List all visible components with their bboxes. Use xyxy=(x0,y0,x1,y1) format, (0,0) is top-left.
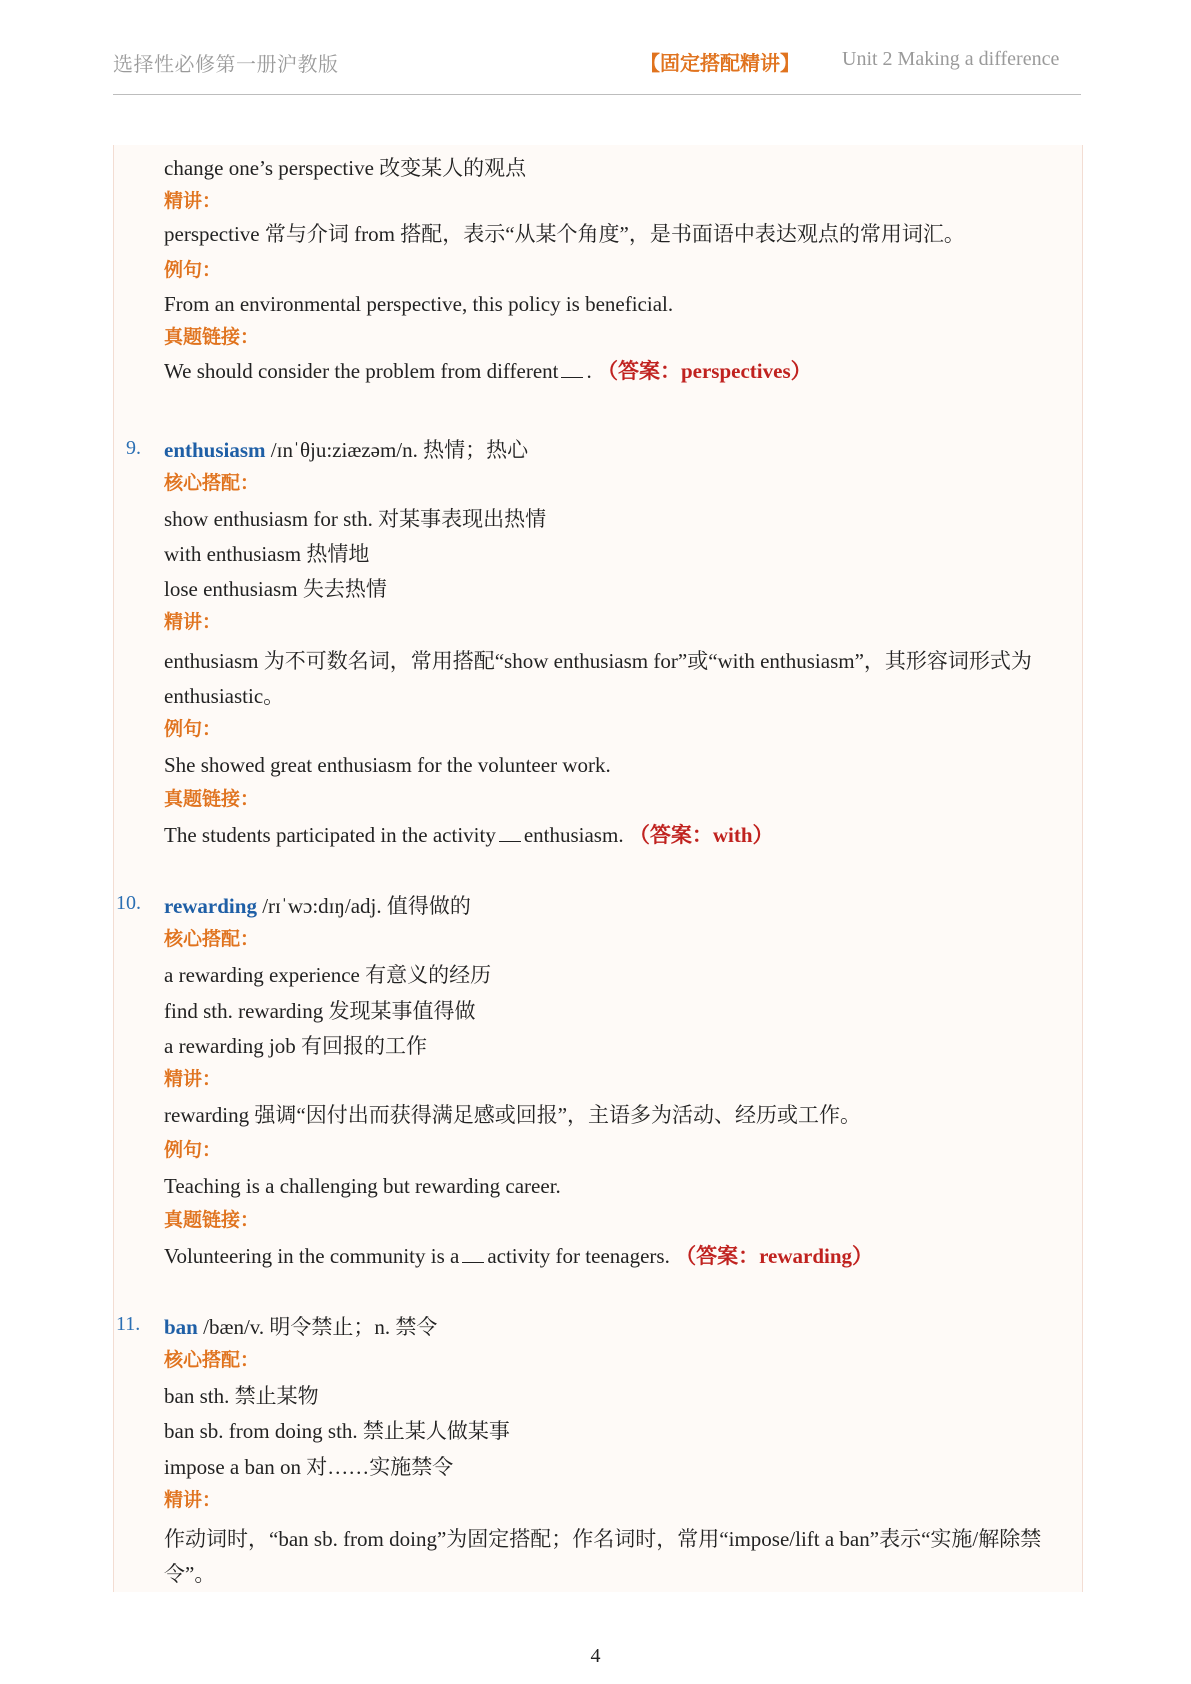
core-phrase: show enthusiasm for sth. 对某事表现出热情 xyxy=(164,507,547,531)
book-title: 选择性必修第一册沪教版 xyxy=(113,52,339,76)
core-phrase: a rewarding job 有回报的工作 xyxy=(164,1034,428,1058)
exam-text-after: . xyxy=(586,359,592,383)
explain-text: rewarding 强调“因付出而获得满足感或回报”，主语多为活动、经历或工作。 xyxy=(164,1103,862,1127)
header-divider xyxy=(113,94,1081,95)
exam-question xyxy=(164,357,812,385)
answer-blank xyxy=(462,1250,484,1263)
exam-text-before: We should consider the problem from different xyxy=(164,359,559,383)
answer-blank xyxy=(499,829,521,842)
entry-number: 9. xyxy=(126,437,141,459)
answer: （答案：rewarding） xyxy=(675,1244,874,1268)
phonetic-definition: /ɪnˈθju:ziæzəm/n. 热情；热心 xyxy=(270,438,529,462)
entry-number: 10. xyxy=(116,892,141,914)
answer-blank xyxy=(561,365,583,378)
exam-label: 真题链接： xyxy=(164,788,260,810)
exam-text-before: The students participated in the activity xyxy=(164,823,496,847)
section-tag: 【固定搭配精讲】 xyxy=(640,51,800,75)
answer: （答案：perspectives） xyxy=(596,359,812,383)
exam-question xyxy=(164,821,774,849)
example-text: Teaching is a challenging but rewarding career. xyxy=(164,1174,561,1198)
entry-number: 11. xyxy=(116,1313,141,1335)
headword-line xyxy=(164,1313,437,1341)
exam-text-after: enthusiasm. xyxy=(523,823,624,847)
explain-label: 精讲： xyxy=(164,1068,222,1090)
headword: enthusiasm xyxy=(164,438,266,462)
example-text: From an environmental perspective, this policy is beneficial. xyxy=(164,292,674,316)
example-label: 例句： xyxy=(164,718,222,740)
phonetic-definition: /rɪˈwɔ:dɪŋ/adj. 值得做的 xyxy=(262,894,471,918)
core-label: 核心搭配： xyxy=(164,472,260,494)
core-phrase: with enthusiasm 热情地 xyxy=(164,542,370,566)
explain-label: 精讲： xyxy=(164,1489,222,1511)
headword-line xyxy=(164,892,471,920)
explain-text: perspective 常与介词 from 搭配，表示“从某个角度”，是书面语中表达观点的常用词汇。 xyxy=(164,222,965,246)
exam-question xyxy=(164,1242,873,1270)
core-phrase: ban sth. 禁止某物 xyxy=(164,1384,319,1408)
exam-label: 真题链接： xyxy=(164,1209,260,1231)
explain-text: 作动词时，“ban sb. from doing”为固定搭配；作名词时，常用“impose/lift a ban”表示“实施/解除禁令”。 xyxy=(164,1527,1042,1586)
core-phrase: impose a ban on 对……实施禁令 xyxy=(164,1455,454,1479)
explain-text: enthusiasm 为不可数名词，常用搭配“show enthusiasm for”或“with enthusiasm”，其形容词形式为 enthusiastic。 xyxy=(164,649,1032,708)
core-phrase: find sth. rewarding 发现某事值得做 xyxy=(164,999,476,1023)
page-header xyxy=(0,0,1191,100)
exam-text-after: activity for teenagers. xyxy=(487,1244,670,1268)
unit-title: Unit 2 Making a difference xyxy=(842,48,1060,70)
headword: rewarding xyxy=(164,894,257,918)
explain-label: 精讲： xyxy=(164,611,222,633)
answer: （答案：with） xyxy=(628,823,774,847)
explain-label: 精讲： xyxy=(164,190,222,212)
core-label: 核心搭配： xyxy=(164,928,260,950)
headword: ban xyxy=(164,1315,198,1339)
core-phrase: a rewarding experience 有意义的经历 xyxy=(164,963,492,987)
page-number: 4 xyxy=(590,1645,601,1667)
phonetic-definition: /bæn/v. 明令禁止；n. 禁令 xyxy=(203,1315,438,1339)
exam-text-before: Volunteering in the community is a xyxy=(164,1244,460,1268)
headword-line xyxy=(164,436,528,464)
core-phrase: lose enthusiasm 失去热情 xyxy=(164,577,387,601)
example-label: 例句： xyxy=(164,1139,222,1161)
phrase-line: change one’s perspective 改变某人的观点 xyxy=(164,156,527,180)
core-label: 核心搭配： xyxy=(164,1349,260,1371)
example-text: She showed great enthusiasm for the volunteer work. xyxy=(164,753,611,777)
exam-label: 真题链接： xyxy=(164,326,260,348)
core-phrase: ban sb. from doing sth. 禁止某人做某事 xyxy=(164,1419,510,1443)
example-label: 例句： xyxy=(164,259,222,281)
